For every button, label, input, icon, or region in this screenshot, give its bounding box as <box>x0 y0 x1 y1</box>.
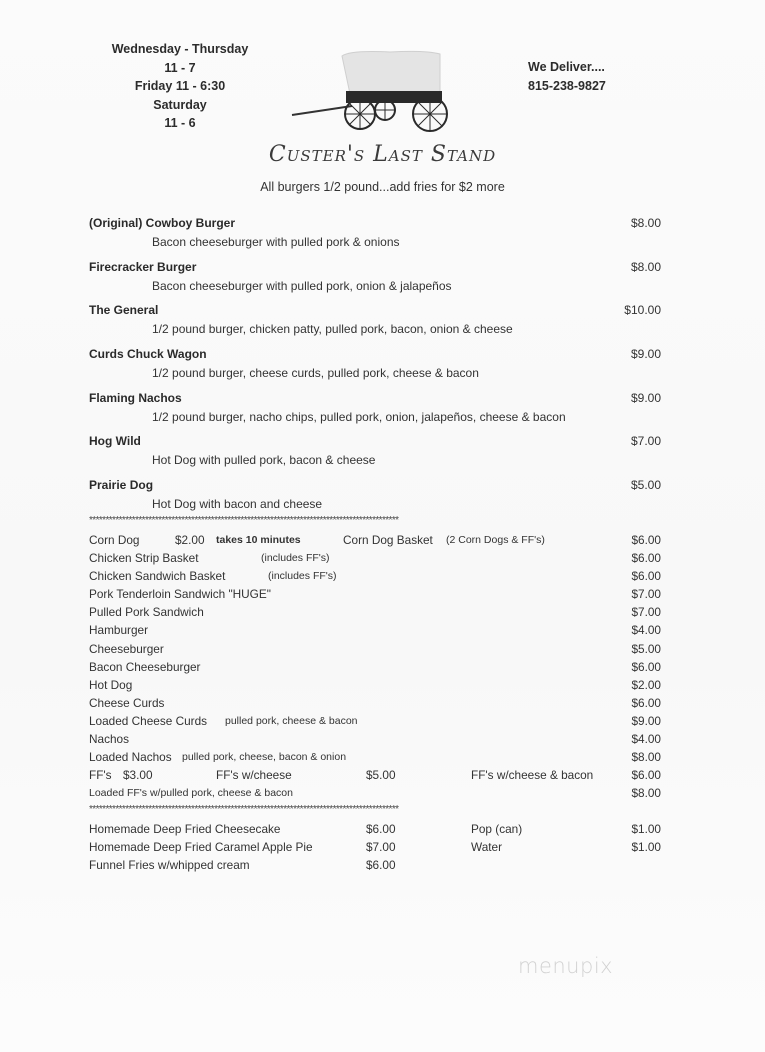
item-name: Hamburger <box>89 623 149 638</box>
item-description: Hot Dog with pulled pork, bacon & cheese <box>152 453 376 468</box>
item-description: 1/2 pound burger, cheese curds, pulled pork, cheese & bacon <box>152 366 479 381</box>
item-description: 1/2 pound burger, chicken patty, pulled pork, bacon, onion & cheese <box>152 322 513 337</box>
business-hours <box>100 40 260 133</box>
item-name: (Original) Cowboy Burger <box>89 216 236 230</box>
item-name: Loaded Nachos <box>89 750 172 765</box>
menu-item <box>89 216 664 260</box>
fries-row <box>89 768 664 786</box>
item-name: Hog Wild <box>89 434 141 449</box>
menu-item <box>89 642 664 660</box>
item-name: Loaded Cheese Curds <box>89 713 208 728</box>
item-name: Chicken Sandwich Basket <box>89 569 226 584</box>
item-name: Hot Dog <box>89 677 133 692</box>
item-price: $9.00 <box>630 347 661 362</box>
menu-item <box>89 551 664 569</box>
item-name: FF's w/cheese & bacon <box>471 768 594 783</box>
drink-name: Pop (can) <box>471 822 523 836</box>
burger-note: All burgers 1/2 pound...add fries for $2 more <box>260 180 505 194</box>
menu-item <box>89 696 664 714</box>
hours-line: 11 - 7 <box>164 60 196 75</box>
item-note: (includes FF's) <box>261 552 330 565</box>
item-price: $5.00 <box>366 768 396 783</box>
item-name: FF's <box>89 768 112 783</box>
item-name: Curds Chuck Wagon <box>89 347 207 362</box>
item-price: $3.00 <box>123 768 153 783</box>
sides-menu <box>89 533 664 804</box>
menu-item <box>89 260 664 304</box>
item-name: Firecracker Burger <box>89 259 197 274</box>
item-price: $6.00 <box>631 569 661 584</box>
dessert-name: Homemade Deep Fried Cheesecake <box>89 822 281 836</box>
item-price: $6.00 <box>631 768 661 783</box>
item-description: Bacon cheeseburger with pulled pork, onion & jalapeños <box>152 278 452 293</box>
desserts-drinks-menu <box>89 822 664 876</box>
item-price: $2.00 <box>631 677 661 692</box>
menu-item <box>89 822 664 840</box>
drink-price: $1.00 <box>631 822 661 836</box>
hours-line: 11 - 6 <box>164 116 196 130</box>
item-price: $6.00 <box>631 695 661 710</box>
restaurant-name: Custer's Last Stand <box>268 142 497 167</box>
menu-item <box>89 434 664 478</box>
item-name: Pork Tenderloin Sandwich "HUGE" <box>89 587 271 602</box>
menu-item <box>89 732 664 750</box>
item-description: 1/2 pound burger, nacho chips, pulled pork, onion, jalapeños, cheese & bacon <box>152 409 566 424</box>
item-name: The General <box>89 303 159 318</box>
dessert-price: $6.00 <box>366 822 396 836</box>
hours-line: Saturday <box>153 97 207 112</box>
item-name: Cheeseburger <box>89 641 164 656</box>
item-price: $10.00 <box>624 303 661 318</box>
item-price: $7.00 <box>631 587 661 602</box>
dessert-name: Funnel Fries w/whipped cream <box>89 858 250 873</box>
item-price: $6.00 <box>631 659 661 674</box>
item-price: $4.00 <box>631 732 661 747</box>
item-note: pulled pork, cheese & bacon <box>225 714 358 727</box>
corn-dog-row <box>89 533 664 551</box>
item-price: $8.00 <box>630 259 661 274</box>
menu-item <box>89 303 664 347</box>
menu-item <box>89 623 664 641</box>
menu-item <box>89 391 664 435</box>
item-name: Cheese Curds <box>89 695 165 710</box>
item-price: $8.00 <box>630 216 661 230</box>
menu-item <box>89 714 664 732</box>
item-price: $7.00 <box>631 605 661 620</box>
item-name: Flaming Nachos <box>89 390 182 405</box>
item-name: Chicken Strip Basket <box>89 551 199 566</box>
hours-line: Friday 11 - 6:30 <box>134 79 226 93</box>
dessert-name: Homemade Deep Fried Caramel Apple Pie <box>89 840 313 855</box>
item-price: $8.00 <box>631 786 661 801</box>
item-description: Hot Dog with bacon and cheese <box>152 497 323 512</box>
item-price: $6.00 <box>631 533 661 547</box>
item-note: (includes FF's) <box>268 570 337 583</box>
drink-name: Water <box>471 840 503 855</box>
delivery-info <box>528 58 606 96</box>
item-price: $5.00 <box>630 478 661 493</box>
menu-item <box>89 605 664 623</box>
item-price: $7.00 <box>630 434 661 449</box>
menu-item <box>89 858 664 876</box>
dessert-price: $7.00 <box>366 840 396 855</box>
item-name: Prairie Dog <box>89 478 154 493</box>
dessert-price: $6.00 <box>366 858 396 873</box>
item-price: $8.00 <box>631 750 661 765</box>
item-price: $9.00 <box>631 713 661 728</box>
menu-item <box>89 750 664 768</box>
delivery-phone: 815-238-9827 <box>528 79 606 93</box>
item-note: pulled pork, cheese, bacon & onion <box>182 751 347 764</box>
specialty-menu <box>89 216 664 522</box>
hours-line: Wednesday - Thursday <box>111 42 249 56</box>
menu-item <box>89 786 664 804</box>
menu-item <box>89 678 664 696</box>
delivery-label: We Deliver.... <box>528 60 605 74</box>
item-name: Corn Dog <box>89 533 140 547</box>
menu-item <box>89 660 664 678</box>
item-name: Loaded FF's w/pulled pork, cheese & bacon <box>89 787 293 800</box>
item-name: Bacon Cheeseburger <box>89 659 201 674</box>
item-name: Corn Dog Basket <box>343 533 433 547</box>
menu-item <box>89 569 664 587</box>
item-note: takes 10 minutes <box>216 534 301 546</box>
item-price: $2.00 <box>175 533 205 547</box>
separator: ********************************************************************************************** <box>89 516 399 526</box>
item-price: $9.00 <box>630 390 661 405</box>
item-name: Pulled Pork Sandwich <box>89 605 204 620</box>
item-price: $4.00 <box>631 623 661 638</box>
item-name: FF's w/cheese <box>216 768 292 783</box>
drink-price: $1.00 <box>631 840 661 855</box>
item-description: Bacon cheeseburger with pulled pork & onions <box>152 235 400 249</box>
watermark-logo: menupix <box>518 954 614 978</box>
menu-item <box>89 347 664 391</box>
item-name: Nachos <box>89 732 129 747</box>
item-note: (2 Corn Dogs & FF's) <box>446 534 545 546</box>
item-price: $6.00 <box>631 551 661 566</box>
menu-item <box>89 587 664 605</box>
menu-item <box>89 840 664 858</box>
covered-wagon-icon <box>290 48 470 133</box>
separator: ********************************************************************************************** <box>89 805 399 815</box>
item-price: $5.00 <box>631 641 661 656</box>
